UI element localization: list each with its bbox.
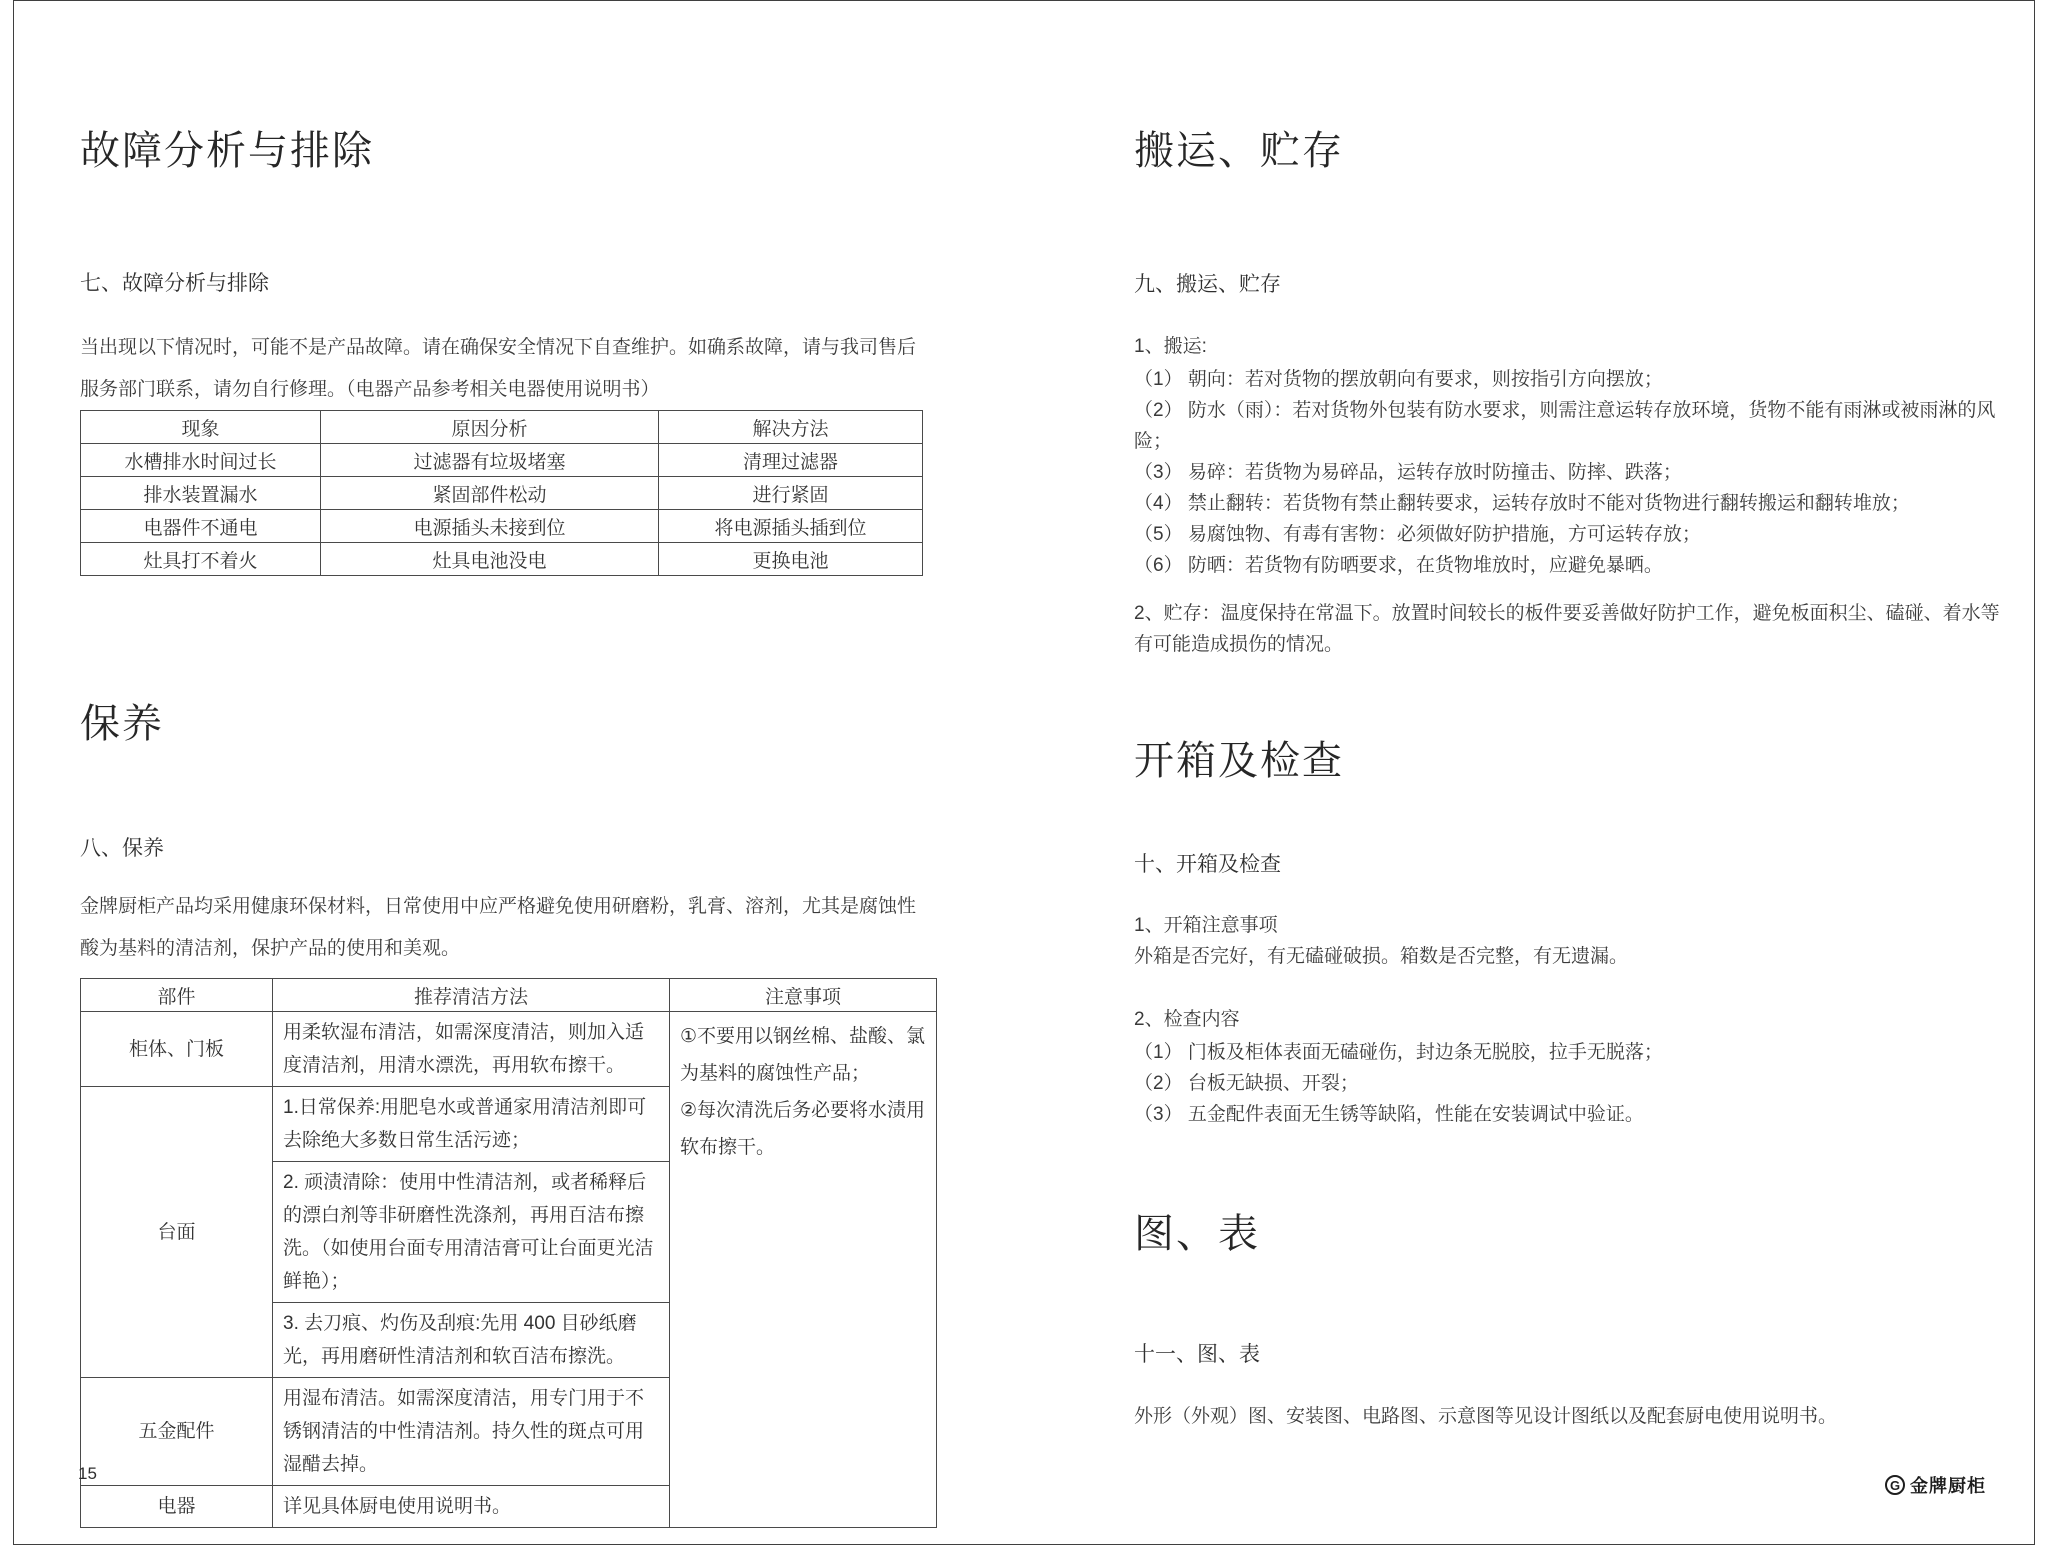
cell-solution: 更换电池 <box>659 543 923 576</box>
list-item: （3） 易碎：若货物为易碎品，运转存放时防撞击、防摔、跌落； <box>1134 462 1682 483</box>
cell-solution: 进行紧固 <box>659 477 923 510</box>
cell-method-countertop-1: 1.日常保养:用肥皂水或普通家用清洁剂即可去除绝大多数日常生活污迹； <box>273 1087 670 1162</box>
page-number: 15 <box>78 1464 97 1483</box>
list-item: （6） 防晒：若货物有防晒要求，在货物堆放时，应避免暴晒。 <box>1134 555 1663 576</box>
table-row-cabinet <box>81 1012 937 1087</box>
col-header-part: 部件 <box>81 979 273 1012</box>
cell-part-countertop: 台面 <box>81 1087 273 1378</box>
check-list <box>1134 1037 2014 1130</box>
col-header-solution: 解决方法 <box>659 411 923 444</box>
cell-cautions <box>670 1012 937 1528</box>
brand-g-icon: G <box>1885 1475 1905 1495</box>
section-title-unboxing: 开箱及检查 <box>1134 739 1344 783</box>
cell-method-hardware: 用湿布清洁。如需深度清洁，用专门用于不锈钢清洁的中性清洁剂。持久性的斑点可用湿醋去掉。 <box>273 1378 670 1486</box>
cell-method-appliance: 详见具体厨电使用说明书。 <box>273 1486 670 1528</box>
subtitle-maintenance: 八、保养 <box>80 837 164 860</box>
cell-phenomenon: 排水装置漏水 <box>81 477 321 510</box>
section-title-figures-tables: 图、表 <box>1134 1212 1260 1256</box>
cell-method-countertop-3: 3. 去刀痕、灼伤及刮痕:先用 400 目砂纸磨光，再用磨研性清洁剂和软百洁布擦洗。 <box>273 1303 670 1378</box>
cell-part-appliance: 电器 <box>81 1486 273 1528</box>
unbox-text: 外箱是否完好，有无磕碰破损。箱数是否完整，有无遗漏。 <box>1134 946 1629 967</box>
list-item: （2） 台板无缺损、开裂； <box>1134 1073 1359 1094</box>
brand-name: 金牌厨柜 <box>1910 1476 1986 1496</box>
storage-paragraph: 2、贮存：温度保持在常温下。放置时间较长的板件要妥善做好防护工作，避免板面积尘、磕碰、着水等有可能造成损伤的情况。 <box>1134 603 2000 655</box>
col-header-caution: 注意事项 <box>670 979 937 1012</box>
list-item: （4） 禁止翻转：若货物有禁止翻转要求，运转存放时不能对货物进行翻转搬运和翻转堆放； <box>1134 493 1910 514</box>
table-row <box>81 543 923 576</box>
col-header-cause: 原因分析 <box>321 411 659 444</box>
col-header-phenomenon: 现象 <box>81 411 321 444</box>
list-item: （5） 易腐蚀物、有毒有害物：必须做好防护措施，方可运转存放； <box>1134 524 1701 545</box>
col-header-method: 推荐清洁方法 <box>273 979 670 1012</box>
subtitle-troubleshooting: 七、故障分析与排除 <box>80 272 269 295</box>
caution-note: ②每次清洗后务必要将水渍用软布擦干。 <box>680 1100 926 1158</box>
subtitle-figures-tables: 十一、图、表 <box>1134 1343 1260 1366</box>
cell-solution: 将电源插头插到位 <box>659 510 923 543</box>
table-row <box>81 477 923 510</box>
cell-part-cabinet: 柜体、门板 <box>81 1012 273 1087</box>
cell-cause: 紧固部件松动 <box>321 477 659 510</box>
cell-phenomenon: 灶具打不着火 <box>81 543 321 576</box>
troubleshooting-table <box>80 410 923 576</box>
cell-method-cabinet: 用柔软湿布清洁，如需深度清洁，则加入适度清洁剂，用清水漂洗，再用软布擦干。 <box>273 1012 670 1087</box>
section-title-transport-storage: 搬运、贮存 <box>1134 129 1344 173</box>
table-header-row <box>81 979 937 1012</box>
cell-method-countertop-2: 2. 顽渍清除：使用中性清洁剂，或者稀释后的漂白剂等非研磨性洗涤剂，再用百洁布擦洗。（如使用台面专用清洁膏可让台面更光洁鲜艳）； <box>273 1162 670 1303</box>
list-item: （1） 朝向：若对货物的摆放朝向有要求，则按指引方向摆放； <box>1134 369 1663 390</box>
maintenance-intro: 金牌厨柜产品均采用健康环保材料，日常使用中应严格避免使用研磨粉，乳膏、溶剂，尤其是腐蚀性酸为基料的清洁剂，保护产品的使用和美观。 <box>80 896 917 959</box>
caution-note: ①不要用以钢丝棉、盐酸、氯为基料的腐蚀性产品； <box>680 1026 926 1084</box>
subtitle-transport-storage: 九、搬运、贮存 <box>1134 273 1281 296</box>
cell-phenomenon: 水槽排水时间过长 <box>81 444 321 477</box>
troubleshooting-intro: 当出现以下情况时，可能不是产品故障。请在确保安全情况下自查维护。如确系故障，请与我司售后服务部门联系，请勿自行修理。（电器产品参考相关电器使用说明书） <box>80 337 917 400</box>
list-item: （2） 防水（雨）：若对货物外包装有防水要求，则需注意运转存放环境，货物不能有雨淋或被雨淋的风险； <box>1134 400 1996 452</box>
table-row <box>81 444 923 477</box>
list-item: （1） 门板及柜体表面无磕碰伤，封边条无脱胶，拉手无脱落； <box>1134 1042 1663 1063</box>
transport-label: 1、搬运: <box>1134 336 1207 357</box>
cell-solution: 清理过滤器 <box>659 444 923 477</box>
section-title-troubleshooting: 故障分析与排除 <box>80 129 374 173</box>
table-header-row <box>81 411 923 444</box>
cell-part-hardware: 五金配件 <box>81 1378 273 1486</box>
maintenance-table <box>80 978 937 1528</box>
cell-cause: 电源插头未接到位 <box>321 510 659 543</box>
cell-phenomenon: 电器件不通电 <box>81 510 321 543</box>
cell-cause: 过滤器有垃圾堵塞 <box>321 444 659 477</box>
cell-cause: 灶具电池没电 <box>321 543 659 576</box>
section-title-maintenance: 保养 <box>80 702 164 746</box>
table-row <box>81 510 923 543</box>
figures-tables-text: 外形（外观）图、安装图、电路图、示意图等见设计图纸以及配套厨电使用说明书。 <box>1134 1406 1838 1427</box>
brand-logo <box>1885 1472 1986 1498</box>
subtitle-unboxing: 十、开箱及检查 <box>1134 853 1281 876</box>
list-item: （3） 五金配件表面无生锈等缺陷，性能在安装调试中验证。 <box>1134 1104 1644 1125</box>
check-label: 2、检查内容 <box>1134 1009 1240 1030</box>
transport-list <box>1134 364 2014 581</box>
unbox-label: 1、开箱注意事项 <box>1134 915 1278 936</box>
